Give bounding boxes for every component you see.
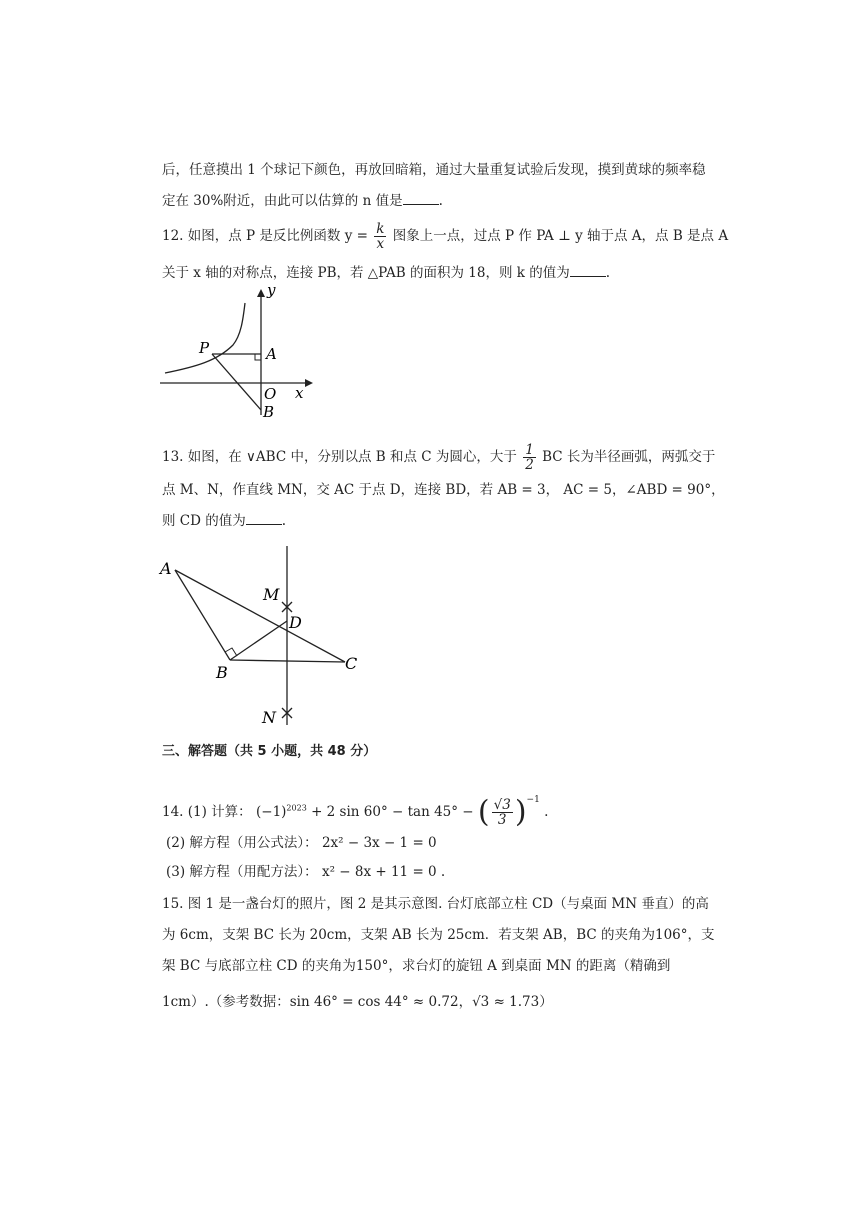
segment-ac (175, 570, 345, 662)
label-p: P (199, 339, 210, 357)
q12-line-2 (162, 262, 610, 283)
q14-left-paren: ( (477, 794, 490, 830)
q12-text-b: 图象上一点，过点 P 作 PA ⊥ y 轴于点 A，点 B 是点 A (392, 228, 729, 244)
q14-expr-trig: + 2 sin 60° − tan 45° − (311, 804, 474, 820)
q12-line-1 (162, 222, 728, 251)
q11-line-2 (162, 190, 443, 211)
q13-period: . (281, 513, 287, 529)
q12-fraction (374, 222, 386, 251)
q13-frac-num: 1 (525, 442, 534, 458)
q14-expr-neg1: (−1) (255, 804, 287, 820)
q12-line-2-text: 关于 x 轴的对称点，连接 PB，若 △PAB 的面积为 18，则 k 的值为 (162, 265, 570, 281)
q12-frac-num: k (376, 221, 385, 237)
q13-line-2: 点 M、N，作直线 MN，交 AC 于点 D，连接 BD，若 AB = 3， AC = 5，∠ABD = 90°， (162, 482, 725, 498)
q11-period: . (438, 193, 443, 209)
segment-ab (175, 570, 230, 660)
q14-part-2: (2) 解方程（用公式法）： 2x² − 3x − 1 = 0 (166, 835, 437, 851)
label-b: B (263, 403, 275, 421)
q11-line-2-text: 定在 30%附近，由此可以估算的 n 值是 (162, 193, 403, 209)
y-axis-arrow-icon (257, 289, 265, 297)
q12-frac-den: x (376, 236, 385, 252)
q14-right-paren: ) (514, 794, 527, 830)
q13-answer-blank (246, 510, 282, 525)
q13-figure (150, 540, 370, 730)
q13-line-3 (162, 510, 286, 531)
q13-text-a: 13. 如图，在 ∨ABC 中，分别以点 B 和点 C 为圆心，大于 (162, 449, 517, 465)
q14-part-1-label: 14. (1) 计算： (162, 804, 252, 820)
q14-part-3: (3) 解方程（用配方法）： x² − 8x + 11 = 0 . (166, 864, 446, 880)
q11-answer-blank (403, 190, 439, 205)
segment-pb (212, 354, 261, 410)
label-a: A (266, 345, 277, 363)
label-m: M (263, 585, 280, 604)
q15-line-3: 架 BC 与底部立柱 CD 的夹角为150°，求台灯的旋钮 A 到桌面 MN 的距离（精确到 (162, 958, 671, 974)
label-n: N (262, 708, 276, 727)
q12-figure (155, 285, 325, 425)
q13-frac-den: 2 (525, 457, 534, 473)
q14-period: . (544, 804, 549, 820)
q14-frac-den: 3 (497, 812, 507, 828)
label-y: y (267, 285, 276, 299)
q11-line-1: 后，任意摸出 1 个球记下颜色，再放回暗箱，通过大量重复试验后发现，摸到黄球的频率稳 (162, 162, 706, 178)
q14-part-1 (162, 785, 548, 828)
q14-exponent-2023: 2023 (286, 803, 307, 813)
q14-frac-num: √3 (493, 797, 511, 813)
label-a: A (160, 559, 172, 578)
label-d: D (289, 613, 302, 632)
q12-period: . (605, 265, 610, 281)
q15-line-4: 1cm）.（参考数据：sin 46° = cos 44° ≈ 0.72，√3 ≈ 1.73） (162, 994, 553, 1010)
q15-line-1: 15. 图 1 是一盏台灯的照片，图 2 是其示意图. 台灯底部立柱 CD（与桌面 MN 垂直）的高 (162, 896, 709, 912)
label-x: x (295, 384, 304, 402)
right-angle-mark (255, 354, 261, 360)
q12-text-a: 12. 如图，点 P 是反比例函数 y = (162, 228, 368, 244)
label-o: O (264, 385, 277, 403)
hyperbola-curve (165, 303, 245, 373)
q15-line-2: 为 6cm，支架 BC 长为 20cm，支架 AB 长为 25cm．若支架 AB，BC 的夹角为106°，支 (162, 927, 715, 943)
q13-line-1 (162, 443, 715, 472)
x-axis-arrow-icon (305, 379, 313, 387)
section-3-title: 三、解答题（共 5 小题，共 48 分） (162, 744, 377, 759)
q13-fraction (523, 443, 536, 472)
q13-line-3-text: 则 CD 的值为 (162, 513, 246, 529)
q13-text-b: BC 长为半径画弧，两弧交于 (542, 449, 716, 465)
q14-fraction (492, 798, 513, 827)
q14-exponent-neg1: −1 (526, 795, 540, 805)
label-b: B (216, 663, 228, 682)
label-c: C (345, 654, 358, 673)
segment-bd (230, 621, 287, 660)
q12-answer-blank (570, 262, 606, 277)
